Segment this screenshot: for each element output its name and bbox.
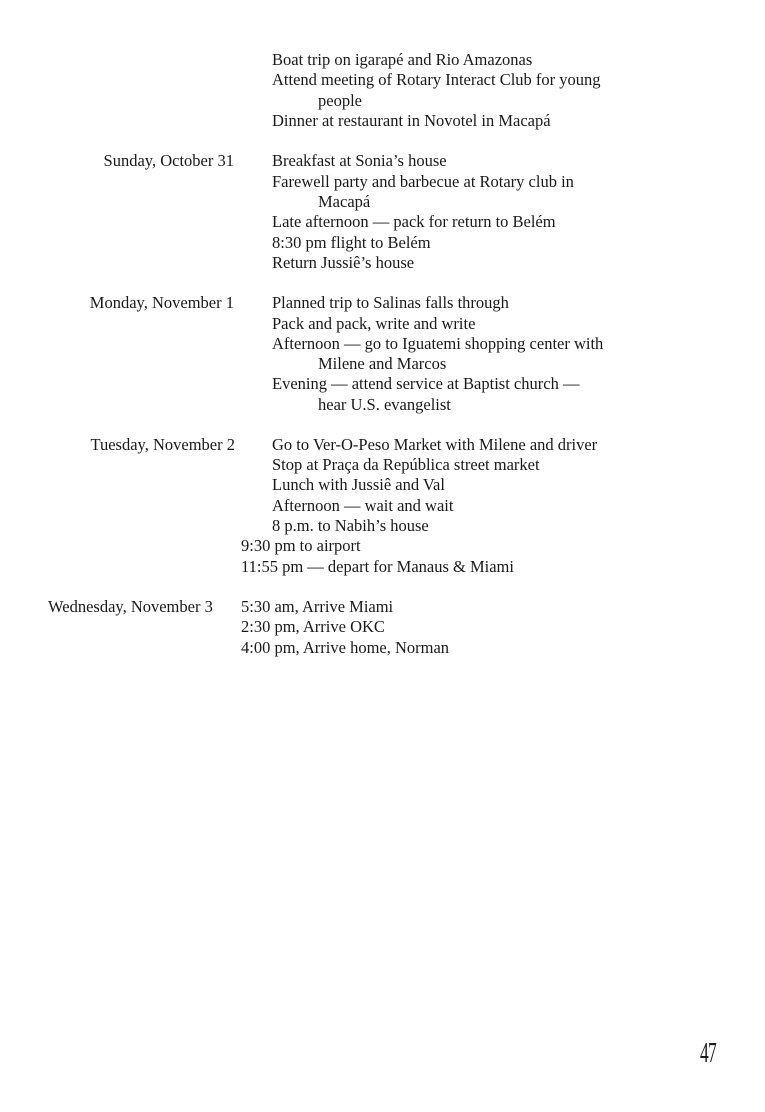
day-label: Tuesday, November 2 <box>90 435 235 454</box>
itinerary-item: Breakfast at Sonia’s house <box>272 151 447 170</box>
itinerary-item: Attend meeting of Rotary Interact Club for young <box>272 70 601 89</box>
itinerary-item: 8 p.m. to Nabih’s house <box>272 516 429 535</box>
itinerary-item: Late afternoon — pack for return to Belém <box>272 212 556 231</box>
itinerary-item: 2:30 pm, Arrive OKC <box>241 617 385 636</box>
itinerary-item-continuation: people <box>318 91 362 110</box>
itinerary-item: Evening — attend service at Baptist church — <box>272 374 580 393</box>
itinerary-item-continuation: Milene and Marcos <box>318 354 447 373</box>
itinerary-item: Stop at Praça da República street market <box>272 455 540 474</box>
itinerary-item: 4:00 pm, Arrive home, Norman <box>241 638 450 657</box>
itinerary-item: 11:55 pm — depart for Manaus & Miami <box>241 557 514 576</box>
itinerary-item: Return Jussiê’s house <box>272 253 415 272</box>
itinerary-item: Lunch with Jussiê and Val <box>272 475 445 494</box>
itinerary-item: Pack and pack, write and write <box>272 314 476 333</box>
itinerary-item: Afternoon — wait and wait <box>272 496 454 515</box>
itinerary-item: 9:30 pm to airport <box>241 536 361 555</box>
itinerary-item: Planned trip to Salinas falls through <box>272 293 509 312</box>
itinerary-item-continuation: Macapá <box>318 192 371 211</box>
itinerary-item-continuation: hear U.S. evangelist <box>318 395 451 414</box>
itinerary-item: Farewell party and barbecue at Rotary club in <box>272 172 574 191</box>
day-label: Sunday, October 31 <box>103 151 234 170</box>
itinerary-item: Afternoon — go to Iguatemi shopping center with <box>272 334 604 353</box>
itinerary-item: 8:30 pm flight to Belém <box>272 233 431 252</box>
page-number: 47 <box>700 1038 717 1069</box>
itinerary-item: Boat trip on igarapé and Rio Amazonas <box>272 50 533 69</box>
itinerary-item: Dinner at restaurant in Novotel in Macapá <box>272 111 551 130</box>
itinerary-item: 5:30 am, Arrive Miami <box>241 597 394 616</box>
itinerary-item: Go to Ver-O-Peso Market with Milene and driver <box>272 435 598 454</box>
day-label: Monday, November 1 <box>89 293 234 312</box>
day-label: Wednesday, November 3 <box>48 597 213 616</box>
